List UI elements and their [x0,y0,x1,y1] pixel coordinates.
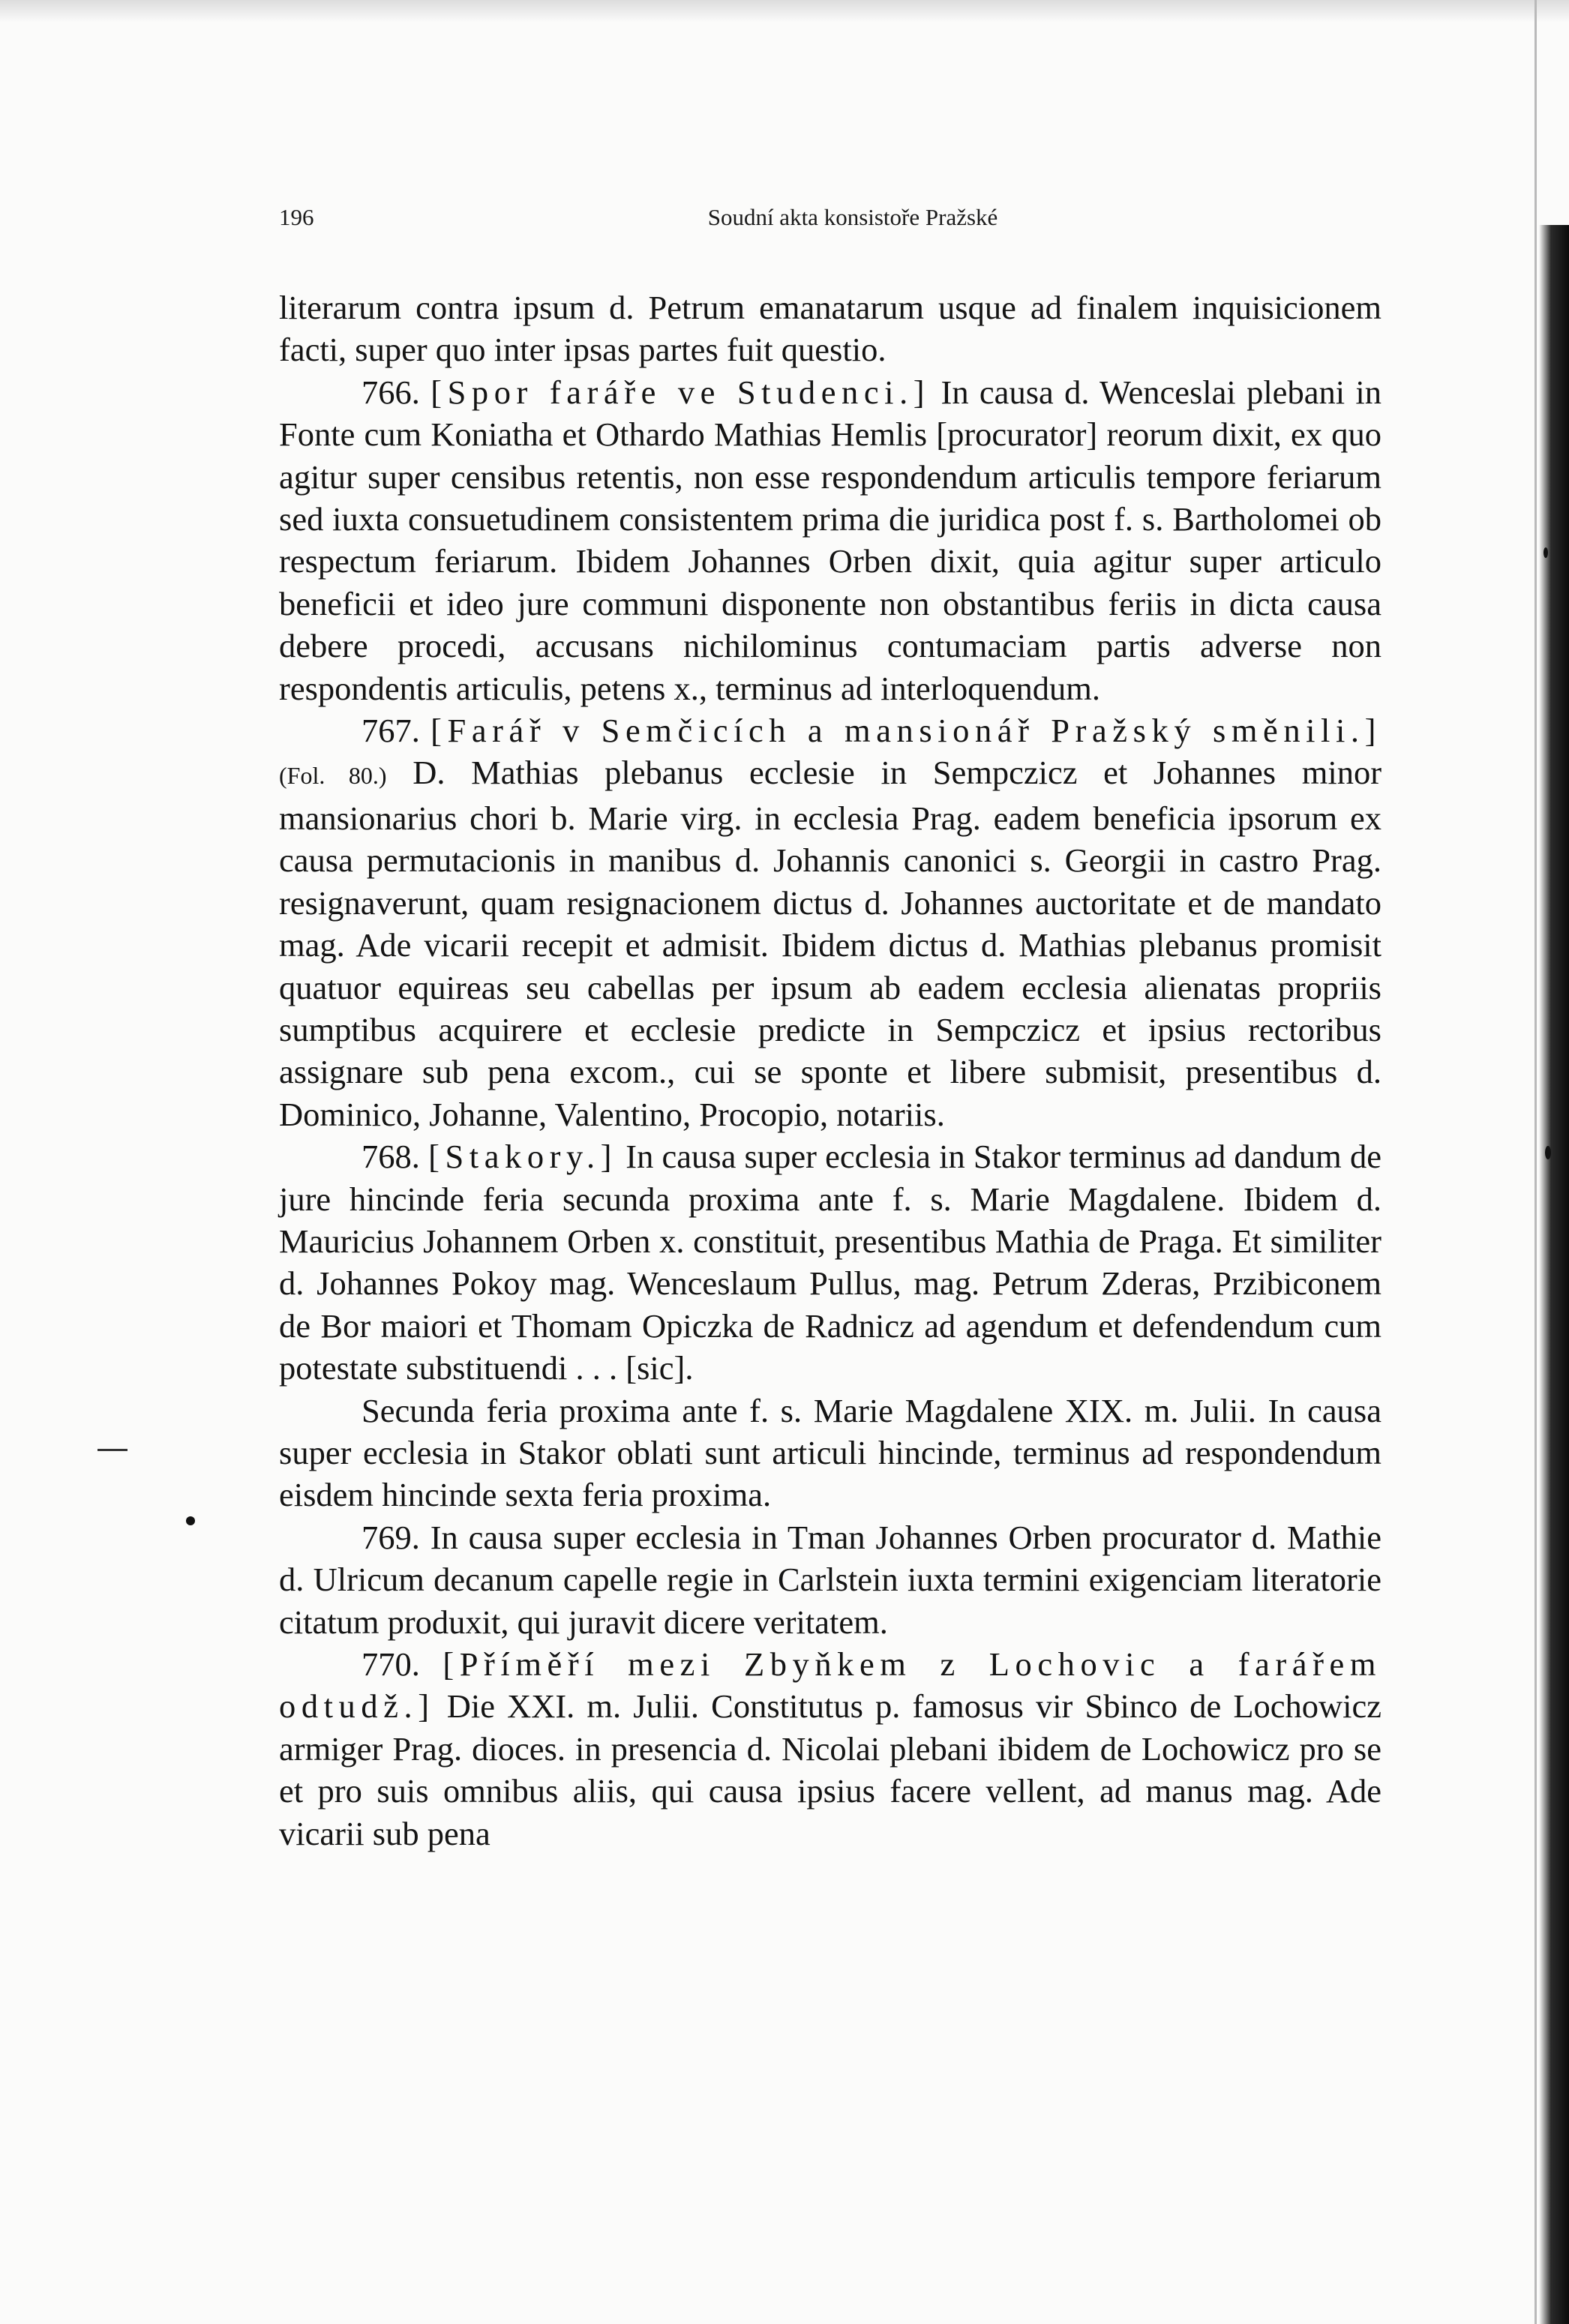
entry-text: In causa super ecclesia in Tman Johannes Orben procurator d. Mathie d. Ulricum decanum capelle regie in Carlstein iuxta termini exigenciam literatorie citatum produxit, qui juravit dicere veritatem. [279,1518,1382,1641]
scan-speck [186,1516,195,1525]
entry-text: In causa d. Wenceslai plebani in Fonte cum Koniatha et Othardo Mathias Hemlis [procurator] reorum dixit, ex quo agitur super censibus retentis, non esse respondendum articulis tempore feriarum sed iuxta consuetudinem consistentem prima die juridica post f. s. Bartholomei ob respectum feriarum. Ibidem Johannes Orben dixit, quia agitur super articulo beneficii et ideo jure communi disponente non obstantibus feriis in dicta causa debere procedi, accusans nichilominus contumaciam partis adverse non respondentis articulis, petens x., terminus ad interloquendum. [279,373,1382,707]
scan-mark [98,1449,128,1451]
entry-number: 769. [362,1518,420,1556]
page-number: 196 [279,204,314,230]
entry-number: 767. [362,712,420,750]
entry-number: 766. [362,373,420,411]
paragraph: literarum contra ipsum d. Petrum emanatarum usque ad finalem inquisicionem facti, super quo inter ipsas partes fuit questio. [279,289,1382,369]
entry-766 [279,371,1382,709]
body-text [279,286,1382,1855]
entry-text: In causa super ecclesia in Stakor terminus ad dandum de jure hincinde feria secunda proxima ante f. s. Marie Magdalene. Ibidem d. Mauricius Johannem Orben x. constituit, presentibus Mathia de Praga. Et similiter d. Johannes Pokoy mag. Wenceslaum Pullus, mag. Petrum Zderas, Przibiconem de Bor maiori et Thomam Opiczka de Radnicz ad agendum et defendendum cum potestate substituendi . . . [sic]. [279,1138,1382,1387]
scan-fold-line [1534,0,1537,2324]
running-title: Soudní akta konsistoře Pražské [707,204,998,230]
entry-title: [Stakory.] [428,1138,618,1176]
entry-number: 770. [362,1645,420,1683]
entry-title: [Příměří mezi Zbyňkem z Lochovic a farářem odtudž.] [279,1645,1382,1726]
entry-770 [279,1643,1382,1855]
paragraph: Secunda feria proxima ante f. s. Marie Magdalene XIX. m. Julii. In causa super ecclesia in Stakor oblati sunt articuli hincinde, terminus ad respondendum eisdem hincinde sexta feria proxima. [279,1391,1382,1514]
entry-text: Die XXI. m. Julii. Constitutus p. famosus vir Sbinco de Lochowicz armiger Prag. dioces. in presencia d. Nicolai plebani ibidem de Lochowicz pro se et pro suis omnibus aliis, qui causa ipsius facere vellent, ad manus mag. Ade vicarii sub pena [279,1687,1382,1852]
page-header [279,204,1426,234]
scan-right-edge [1539,225,1569,2324]
scan-speck [1545,1146,1551,1159]
entry-title: [Spor faráře ve Studenci.] [430,373,931,411]
scan-speck [1544,547,1548,558]
entry-769 [279,1516,1382,1643]
entry-text: D. Mathias plebanus ecclesie in Sempczicz et Johannes minor mansionarius chori b. Marie virg. in ecclesia Prag. eadem beneficia ipsorum ex causa permutacionis in manibus d. Johannis canonici s. Georgii in castro Prag. resignaverunt, quam resignacionem dictus d. Johannes auctoritate et de mandato mag. Ade vicarii recepit et admisit. Ibidem dictus d. Mathias plebanus promisit quatuor equireas seu cabellas per ipsum ab eadem ecclesia alienatas propriis sumptibus acquirere et ecclesie predicte in Sempczicz et ipsius rectoribus assignare sub pena excom., cui se sponte et libere submisit, presentibus d. Dominico, Johanne, Valentino, Procopio, notariis. [279,754,1382,1133]
entry-number: 768. [362,1138,420,1176]
scan-top-edge [0,0,1569,22]
folio-reference: (Fol. 80.) [279,762,387,790]
entry-title: [Farář v Semčicích a mansionář Pražský směnili.] [430,712,1382,750]
entry-767 [279,709,1382,1135]
entry-768 [279,1135,1382,1389]
